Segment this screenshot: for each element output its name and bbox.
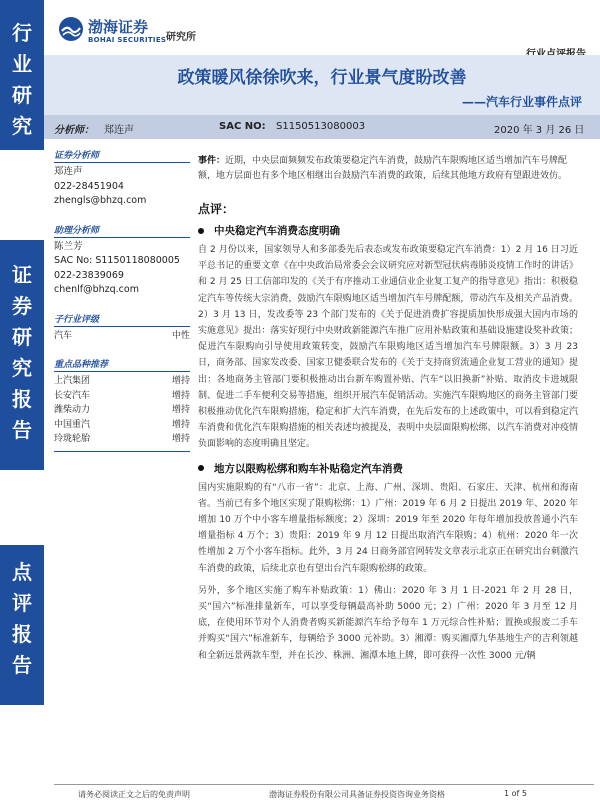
stock-name: 中国重汽 xyxy=(54,419,91,430)
main-content xyxy=(198,154,578,664)
analyst-label: 分析师： xyxy=(54,125,94,136)
left-column xyxy=(54,148,190,452)
sac-label: SAC NO: xyxy=(219,121,266,132)
section-paragraph: 国内实施限购的有“八市一省”：北京、上海、广州、深圳、贵阳、石家庄、天津、杭州和海南省。当前已有多个地区实现了限购松绑：1）广州：2019 年 6 月 2 日提出 2019 年、2020 年增加 10 万个中小客车增量指标额度；2）深圳：2019 年至 2020 年每年增加投放普通小汽车增量指标 4 万个；3）贵阳：2019 年 9 月 12 日提出取消汽车限购；4）杭州：2020 年一次性增加 2 万个小客车指标。此外，3 月 24 日商务部官网转发文章表示北京正在研究出台刺激汽车消费的政策，后续北京也有望出台汽车限购松绑的政策。 xyxy=(198,482,578,574)
stock-row xyxy=(54,389,190,404)
side-char: 研 xyxy=(12,325,32,349)
bullet-icon xyxy=(198,228,204,234)
analyst-info xyxy=(54,165,190,209)
page-header xyxy=(54,10,600,50)
section-title: 地方以限购松绑和购车补贴稳定汽车消费 xyxy=(214,462,403,475)
event-text: 近期，中央层面频频发布政策要稳定汽车消费，鼓励汽车限购地区适当增加汽车号牌配额，地方层面也有多个地区相继出台鼓励汽车消费的政策，后续其他地方政府有望跟进效仿。 xyxy=(198,156,568,181)
disclaimer-note: 请务必阅读正文之后的免责声明 xyxy=(78,790,190,799)
company-qualification: 渤海证券股份有限公司具备证券投资咨询业务资格 xyxy=(269,790,445,799)
page-title: 政策暖风徐徐吹来，行业景气度盼改善 xyxy=(177,68,467,88)
stock-rating: 增持 xyxy=(171,376,190,386)
stock-rating: 增持 xyxy=(171,390,190,401)
side-char: 告 xyxy=(12,418,32,442)
stocks-heading: 重点品种推荐 xyxy=(54,357,190,372)
section-heading xyxy=(198,223,578,238)
assistant-line: chenlf@bhzq.com xyxy=(54,284,139,295)
stock-row xyxy=(54,418,190,433)
side-char: 告 xyxy=(12,653,32,677)
side-bar-middle xyxy=(0,240,44,470)
side-char: 券 xyxy=(12,294,32,318)
side-bar-top xyxy=(0,0,44,150)
stock-row xyxy=(54,403,190,418)
page-footer xyxy=(54,784,594,799)
industry-name: 汽车 xyxy=(54,330,73,341)
analyst-line: zhengls@bhzq.com xyxy=(54,195,147,206)
title-bar xyxy=(44,55,600,115)
assistant-info xyxy=(54,240,190,298)
stock-rating: 增持 xyxy=(171,419,190,430)
section-paragraph: 另外，多个地区实施了购车补贴政策：1）佛山：2020 年 3 月 1 日-2021 年 2 月 28 日，买“国六”标准排量新车，可以享受每辆最高补助 5000 元；2）广州：2020 年 3 月至 12 月底，在使用环节对个人消费者购买新能源汽车给予每车 1 万元综合性补贴；置换或报废二手车并购买“国六”标准新车，每辆给予 3000 元补助。3）湘潭：购买湘潭九华基地生产的吉利领越和全新远景两款车型，并在长沙、株洲、湘潭本地上牌，即可获得一次性 3000 元/辆 xyxy=(198,585,578,661)
bullet-icon xyxy=(198,465,204,471)
analyst-bar xyxy=(44,115,600,139)
stock-name: 潍柴动力 xyxy=(54,405,91,415)
side-char: 点 xyxy=(12,560,32,584)
industry-rating: 中性 xyxy=(171,330,190,341)
report-date: 2020 年 3 月 26 日 xyxy=(494,125,585,136)
side-char: 报 xyxy=(12,387,32,411)
section-heading xyxy=(198,461,578,476)
stock-name: 上汽集团 xyxy=(54,376,91,386)
analyst-heading: 证券分析师 xyxy=(54,148,190,163)
institute-label: 研究所 xyxy=(166,32,196,43)
brand-name-cn: 渤海证券 xyxy=(88,18,149,36)
comment-heading: 点评： xyxy=(198,202,235,216)
side-char: 业 xyxy=(12,52,32,76)
stock-name: 长安汽车 xyxy=(54,390,91,401)
side-char: 证 xyxy=(12,263,32,287)
brand-name-en: BOHAI SECURITIES xyxy=(88,36,167,44)
stock-row xyxy=(54,432,190,447)
left-divider xyxy=(54,451,190,452)
section-title: 中央稳定汽车消费态度明确 xyxy=(214,225,340,237)
analyst-line: 022-28451904 xyxy=(54,180,124,192)
stock-list xyxy=(54,374,190,447)
assistant-line: 022-23839069 xyxy=(54,269,124,281)
assistant-line: SAC No: S1150118080005 xyxy=(54,255,180,266)
industry-rating-row xyxy=(54,329,190,344)
stock-rating: 增持 xyxy=(171,405,190,415)
section-paragraph: 自 2 月份以来，国家领导人和多部委先后表态或发布政策要稳定汽车消费：1）2 月 16 日习近平总书记的重要文章《在中央政治局常委会会议研究应对新型冠状病毒肺炎疫情工作时的讲话》和 2 月 25 日工信部印发的《关于有序推动工业通信业企业复工复产的指导意见》指出：积极稳定汽车等传统大宗消费，鼓励汽车限购地区适当增加汽车号牌配额，带动汽车及相关产品消费。2）3 月 13 日，发改委等 23 个部门发布的《关于促进消费扩容提质加快形成强大国内市场的实施意见》提出：落实好现行中央财政新能源汽车推广应用补贴政策和基础设施建设奖补政策；促进汽车限购向引导使用政策转变，鼓励汽车限购地区适当增加汽车号牌限额。3）3 月 23 日，商务部、国家发改委、国家卫健委联合发布的《关于支持商贸流通企业复工营业的通知》提出：各地商务主管部门要积极推动出台新车购置补贴、汽车“以旧换新”补贴、取消皮卡进城限制、促进二手车便利交易等措施，组织开展汽车促销活动。实施汽车限购地区的商务主管部门要积极推动优化汽车限购措施，稳定和扩大汽车消费，在先后发布的上述政策中，可以看到稳定汽车消费和优化汽车限购措施的相关表述均被提及，表明中央层面限购松绑、以汽车消费对冲疫情负面影响的态度明确且坚定。 xyxy=(198,245,578,450)
stock-rating: 增持 xyxy=(171,434,190,444)
stock-name: 玲珑轮胎 xyxy=(54,434,91,444)
side-char: 研 xyxy=(12,83,32,107)
side-bar-bottom xyxy=(0,545,44,705)
side-char: 究 xyxy=(12,114,32,138)
event-paragraph xyxy=(198,154,578,184)
side-char: 行 xyxy=(12,21,32,45)
analyst-name: 郑连声 xyxy=(104,125,134,136)
bohai-logo-icon xyxy=(58,16,84,42)
page-subtitle: ——汽车行业事件点评 xyxy=(461,95,582,109)
analyst-line: 郑连声 xyxy=(54,166,83,177)
rating-heading: 子行业评级 xyxy=(54,312,190,327)
side-char: 评 xyxy=(12,591,32,615)
assistant-line: 陈兰芳 xyxy=(54,240,83,252)
stock-row xyxy=(54,374,190,389)
event-label: 事件： xyxy=(198,156,226,166)
side-char: 报 xyxy=(12,622,32,646)
sac-number: S1150513080003 xyxy=(276,121,366,132)
assistant-heading: 助理分析师 xyxy=(54,223,190,238)
page-number: 1 of 5 xyxy=(504,789,527,798)
side-char: 究 xyxy=(12,356,32,380)
